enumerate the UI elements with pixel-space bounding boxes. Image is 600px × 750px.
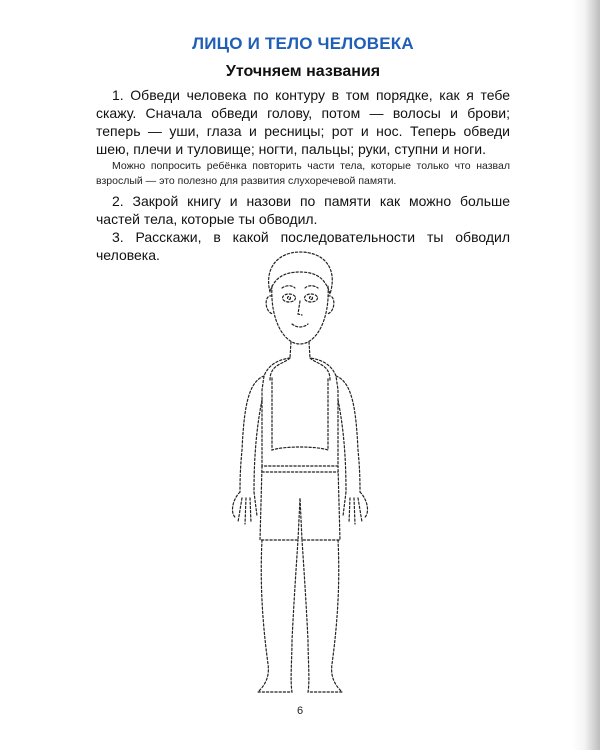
page-edge <box>572 0 600 750</box>
page-number: 6 <box>296 705 304 717</box>
parent-note: Можно попросить ребёнка повторить части тела, которые только что назвал взрослый — это полезно для развития слухоречевой памяти. <box>96 160 510 187</box>
task-3-text: 3. Расскажи, в какой последовательности ты обводил человека. <box>96 229 510 263</box>
dotted-boy-outline-icon[interactable] <box>200 240 400 710</box>
task-1-text: 1. Обведи человека по контуру в том порядке, как я тебе скажу. Сначала обведи голову, потом — волосы и брови; теперь — уши, глаза и ресницы; рот и нос. Теперь обведи шею, плечи и туловище; ногти, пальцы; руки, ступни и ноги. <box>96 87 510 157</box>
page-title: ЛИЦО И ТЕЛО ЧЕЛОВЕКА <box>192 34 414 53</box>
section-subtitle: Уточняем названия <box>225 63 381 80</box>
task-2-text: 2. Закрой книгу и назови по памяти как можно больше частей тела, которые ты обводил. <box>96 193 510 227</box>
